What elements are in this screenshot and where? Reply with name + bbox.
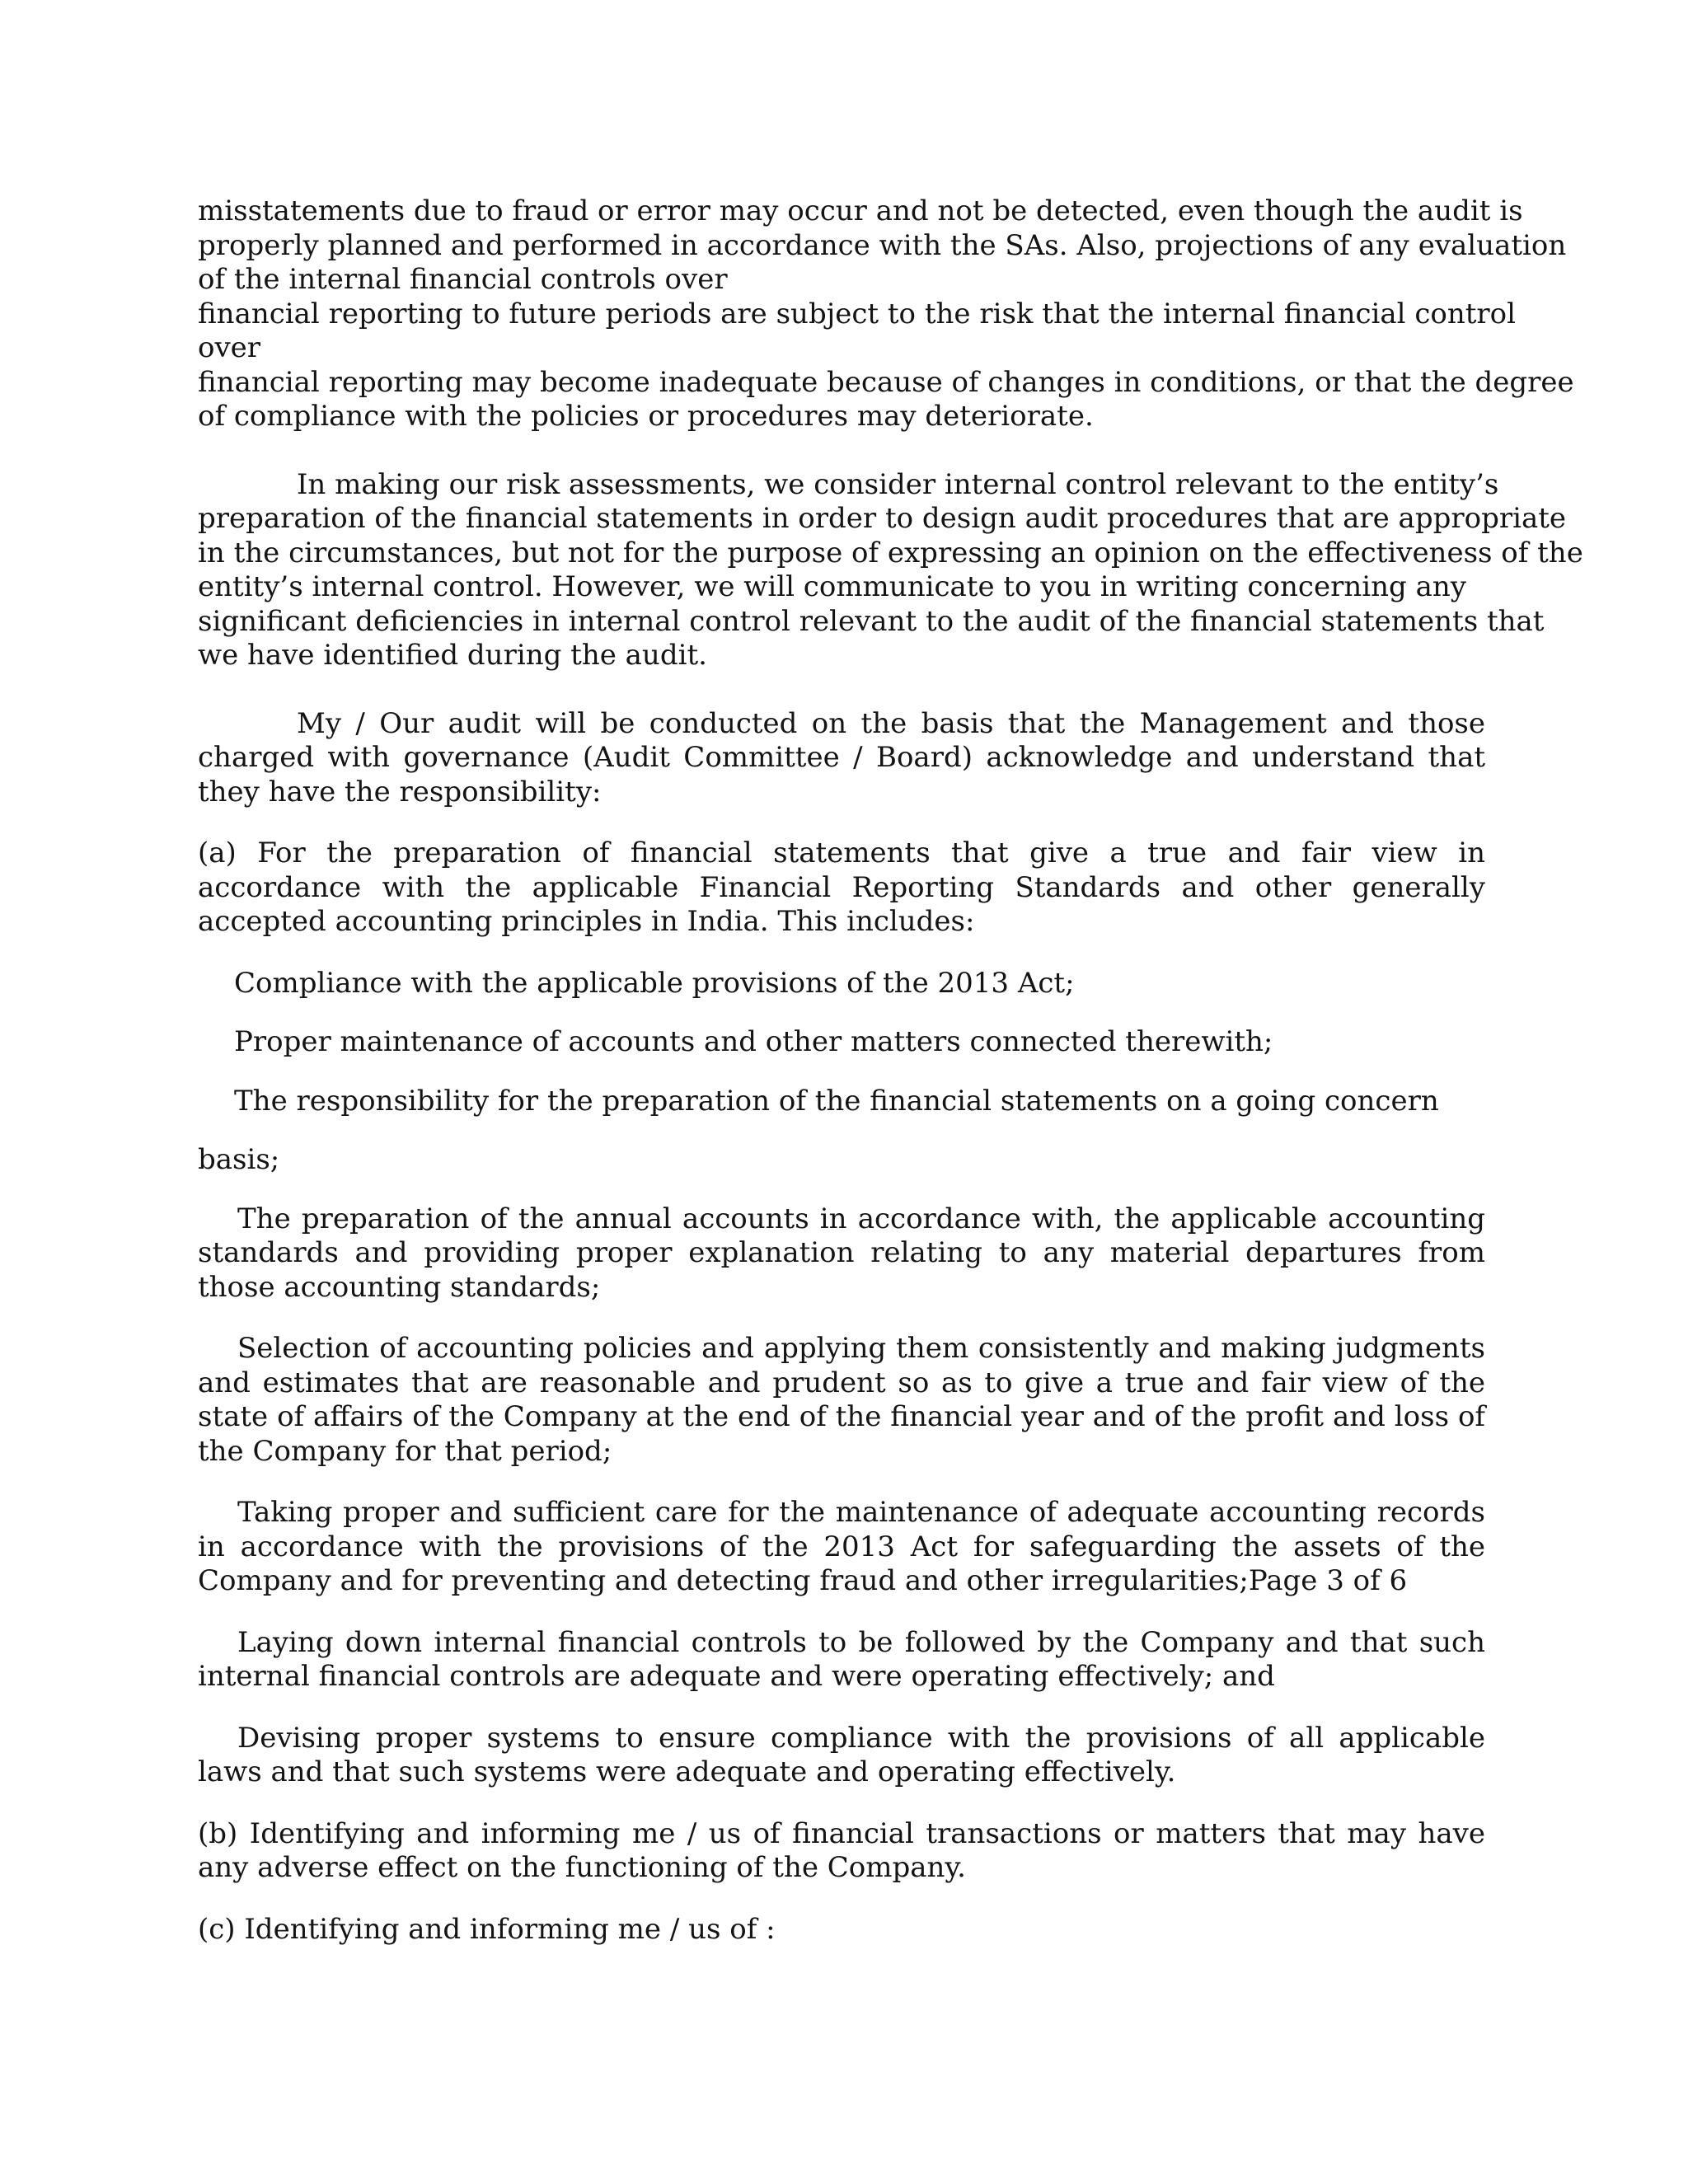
text-line: financial reporting may become inadequate because of changes in conditions, or that the degree xyxy=(198,365,1574,399)
item-b-paragraph: (b) Identifying and informing me / us of financial transactions or matters that may have any adverse effect on the functioning of the Company. xyxy=(198,1816,1485,1884)
opening-paragraph xyxy=(198,194,1574,434)
text-line: over xyxy=(198,331,261,364)
text-line: In making our risk assessments, we consider internal control relevant to the entity’s xyxy=(297,467,1499,501)
internal-controls-item: Laying down internal financial controls to be followed by the Company and that such internal financial controls are adequate and were operating effectively; and xyxy=(198,1625,1485,1693)
risk-assessment-paragraph xyxy=(198,467,1583,673)
going-concern-item: The responsibility for the preparation of the financial statements on a going concern xyxy=(234,1084,1439,1118)
text-line: entity’s internal control. However, we will communicate to you in writing concerning any xyxy=(198,570,1466,603)
text-line: preparation of the financial statements in order to design audit procedures that are appropriate xyxy=(198,502,1567,535)
page-marker: Page 3 of 6 xyxy=(1248,1564,1408,1597)
text-line: of the internal financial controls over xyxy=(198,263,728,296)
basis-paragraph: My / Our audit will be conducted on the basis that the Management and those charged with governance (Audit Committee / Board) acknowledge and understand that they have the responsibility: xyxy=(198,706,1485,808)
text-line: significant deficiencies in internal control relevant to the audit of the financial statements that xyxy=(198,604,1545,638)
compliance-systems-item: Devising proper systems to ensure compliance with the provisions of all applicable laws and that such systems were adequate and operating effectively. xyxy=(198,1721,1485,1788)
accounting-records-item xyxy=(198,1496,1485,1599)
accounting-policies-item: Selection of accounting policies and applying them consistently and making judgments and estimates that are reasonable and prudent so as to give a true and fair view of the state of affairs of the Company at the end of the financial year and of the profit and loss of the Company for that period; xyxy=(198,1332,1485,1468)
text-line: in the circumstances, but not for the purpose of expressing an opinion on the effectiveness of the xyxy=(198,536,1583,569)
item-a-paragraph: (a) For the preparation of financial statements that give a true and fair view in accordance with the applicable Financial Reporting Standards and other generally accepted accounting principles in India. This includes: xyxy=(198,837,1485,938)
annual-accounts-item: The preparation of the annual accounts in accordance with, the applicable accounting standards and providing proper explanation relating to any material departures from those accounting standards; xyxy=(198,1202,1485,1304)
document-page xyxy=(198,194,1583,1947)
item-c-paragraph: (c) Identifying and informing me / us of : xyxy=(198,1912,776,1946)
going-concern-tail: basis; xyxy=(198,1143,280,1176)
text-line: misstatements due to fraud or error may occur and not be detected, even though the audit is xyxy=(198,194,1523,227)
records-item-text: Taking proper and sufficient care for the maintenance of adequate accounting records in accordance with the provisions of the 2013 Act for safeguarding the assets of the Company and for preventing and detecting fraud and other irregularities; xyxy=(198,1496,1485,1597)
text-line: of compliance with the policies or procedures may deteriorate. xyxy=(198,400,1094,433)
maintenance-item: Proper maintenance of accounts and other matters connected therewith; xyxy=(234,1025,1273,1058)
text-line: financial reporting to future periods are subject to the risk that the internal financial control xyxy=(198,297,1517,330)
text-line: we have identified during the audit. xyxy=(198,639,707,672)
compliance-item: Compliance with the applicable provisions of the 2013 Act; xyxy=(234,966,1075,1000)
text-line: properly planned and performed in accordance with the SAs. Also, projections of any evaluation xyxy=(198,228,1567,262)
